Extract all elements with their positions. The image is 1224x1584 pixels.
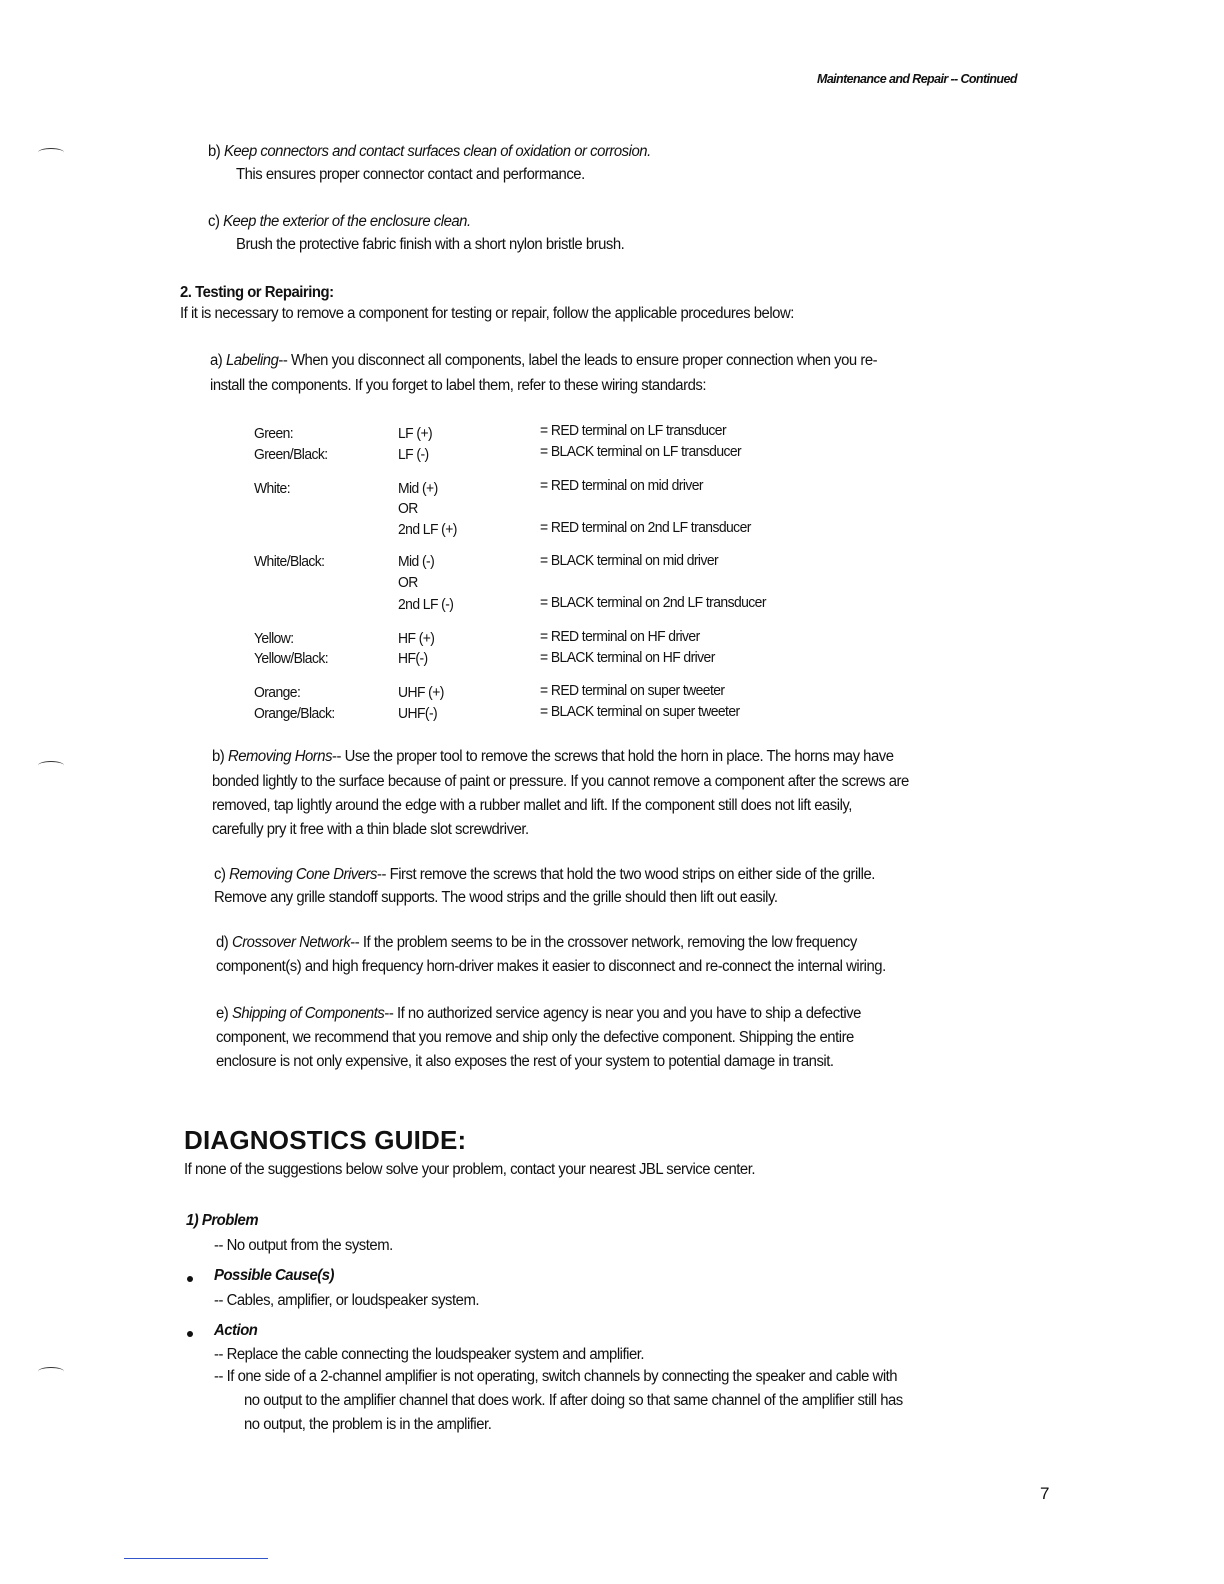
crossover-paragraph: d) Crossover Network-- If the problem seems to be in the crossover network, removing the low frequency <box>216 934 857 951</box>
cause-text: -- Cables, amplifier, or loudspeaker system. <box>214 1292 480 1309</box>
problem-label: 1) Problem <box>186 1212 259 1229</box>
scan-mark <box>38 1367 64 1376</box>
shipping-title: Shipping of Components <box>231 1005 385 1022</box>
wiring-terminal: HF(-) <box>398 651 428 667</box>
running-header: Maintenance and Repair -- Continued <box>817 72 1017 86</box>
wiring-terminal: OR <box>398 575 418 591</box>
wiring-desc: = BLACK terminal on LF transducer <box>540 444 742 460</box>
scan-mark <box>38 761 64 770</box>
horns-paragraph-line: bonded lightly to the surface because of paint or pressure. If you cannot remove a component after the screws are <box>212 773 909 790</box>
horns-paragraph: b) Removing Horns-- Use the proper tool to remove the screws that hold the horn in place. The horns may have <box>212 748 894 765</box>
wiring-desc: = BLACK terminal on HF driver <box>540 650 715 666</box>
action-item-continued: no output to the amplifier channel that does work. If after doing so that same channel of the amplifier still has <box>244 1392 903 1409</box>
wiring-color: Orange/Black: <box>254 706 335 722</box>
wiring-color: Yellow: <box>254 631 294 647</box>
wiring-terminal: UHF (+) <box>398 685 444 701</box>
maintenance-item-b-body: This ensures proper connector contact and performance. <box>236 166 585 183</box>
testing-intro: If it is necessary to remove a component for testing or repair, follow the applicable procedures below: <box>180 305 794 322</box>
horns-title: Removing Horns <box>227 748 333 765</box>
page-number: 7 <box>1040 1484 1050 1503</box>
maintenance-item-c-body: Brush the protective fabric finish with a short nylon bristle brush. <box>236 236 625 253</box>
wiring-terminal: Mid (+) <box>398 481 438 497</box>
wiring-terminal: Mid (-) <box>398 554 435 570</box>
labeling-paragraph-line2: install the components. If you forget to label them, refer to these wiring standards: <box>210 377 707 394</box>
cone-title: Removing Cone Drivers <box>229 866 377 883</box>
footer-rule <box>124 1558 268 1559</box>
wiring-color: Yellow/Black: <box>254 651 329 667</box>
horns-paragraph-line: carefully pry it free with a thin blade slot screwdriver. <box>212 821 529 838</box>
wiring-color: Green/Black: <box>254 447 328 463</box>
wiring-terminal: 2nd LF (+) <box>398 522 457 538</box>
wiring-desc: = BLACK terminal on mid driver <box>540 553 719 569</box>
cone-paragraph: c) Removing Cone Drivers-- First remove the screws that hold the two wood strips on either side of the grille. <box>214 866 875 883</box>
diagnostics-heading: DIAGNOSTICS GUIDE: <box>184 1125 467 1155</box>
action-item-continued: no output, the problem is in the amplifier. <box>244 1416 492 1433</box>
scan-mark <box>38 148 64 157</box>
wiring-terminal: 2nd LF (-) <box>398 597 454 613</box>
wiring-color: Green: <box>254 426 294 442</box>
wiring-terminal: HF (+) <box>398 631 435 647</box>
bullet-icon <box>187 1331 193 1337</box>
diagnostics-intro: If none of the suggestions below solve your problem, contact your nearest JBL service center. <box>184 1161 756 1178</box>
wiring-desc: = RED terminal on mid driver <box>540 478 703 494</box>
wiring-desc: = BLACK terminal on 2nd LF transducer <box>540 595 766 611</box>
cause-label: Possible Cause(s) <box>214 1267 335 1284</box>
labeling-title: Labeling <box>225 352 279 369</box>
action-label: Action <box>214 1322 258 1339</box>
maintenance-item-b-title: Keep connectors and contact surfaces clean of oxidation or corrosion. <box>223 143 651 160</box>
maintenance-item-b: b) Keep connectors and contact surfaces clean of oxidation or corrosion. <box>208 143 651 160</box>
crossover-title: Crossover Network <box>231 934 351 951</box>
wiring-terminal: UHF(-) <box>398 706 438 722</box>
labeling-paragraph: a) Labeling-- When you disconnect all components, label the leads to ensure proper connection when you re- <box>210 352 878 369</box>
wiring-terminal: LF (-) <box>398 447 429 463</box>
cone-paragraph-line: Remove any grille standoff supports. The wood strips and the grille should then lift out easily. <box>214 889 778 906</box>
wiring-desc: = RED terminal on HF driver <box>540 629 700 645</box>
problem-text: -- No output from the system. <box>214 1237 393 1254</box>
wiring-color: White: <box>254 481 290 497</box>
wiring-desc: = RED terminal on super tweeter <box>540 683 725 699</box>
wiring-terminal: OR <box>398 501 418 517</box>
maintenance-item-c-title: Keep the exterior of the enclosure clean. <box>223 213 471 230</box>
action-item: -- If one side of a 2-channel amplifier is not operating, switch channels by connecting the speaker and cable with <box>214 1368 898 1385</box>
bullet-icon <box>187 1276 193 1282</box>
horns-paragraph-line: removed, tap lightly around the edge with a rubber mallet and lift. If the component still does not lift easily, <box>212 797 852 814</box>
wiring-desc: = RED terminal on 2nd LF transducer <box>540 520 751 536</box>
wiring-terminal: LF (+) <box>398 426 433 442</box>
maintenance-item-c: c) Keep the exterior of the enclosure clean. <box>208 213 471 230</box>
shipping-paragraph: e) Shipping of Components-- If no authorized service agency is near you and you have to ship a defective <box>216 1005 861 1022</box>
shipping-paragraph-line: component, we recommend that you remove and ship only the defective component. Shipping the entire <box>216 1029 854 1046</box>
crossover-paragraph-line: component(s) and high frequency horn-driver makes it easier to disconnect and re-connect the internal wiring. <box>216 958 886 975</box>
shipping-paragraph-line: enclosure is not only expensive, it also exposes the rest of your system to potential damage in transit. <box>216 1053 834 1070</box>
wiring-desc: = RED terminal on LF transducer <box>540 423 727 439</box>
action-item: -- Replace the cable connecting the loudspeaker system and amplifier. <box>214 1346 645 1363</box>
wiring-desc: = BLACK terminal on super tweeter <box>540 704 740 720</box>
testing-heading: 2. Testing or Repairing: <box>180 284 334 301</box>
wiring-color: White/Black: <box>254 554 325 570</box>
wiring-color: Orange: <box>254 685 301 701</box>
